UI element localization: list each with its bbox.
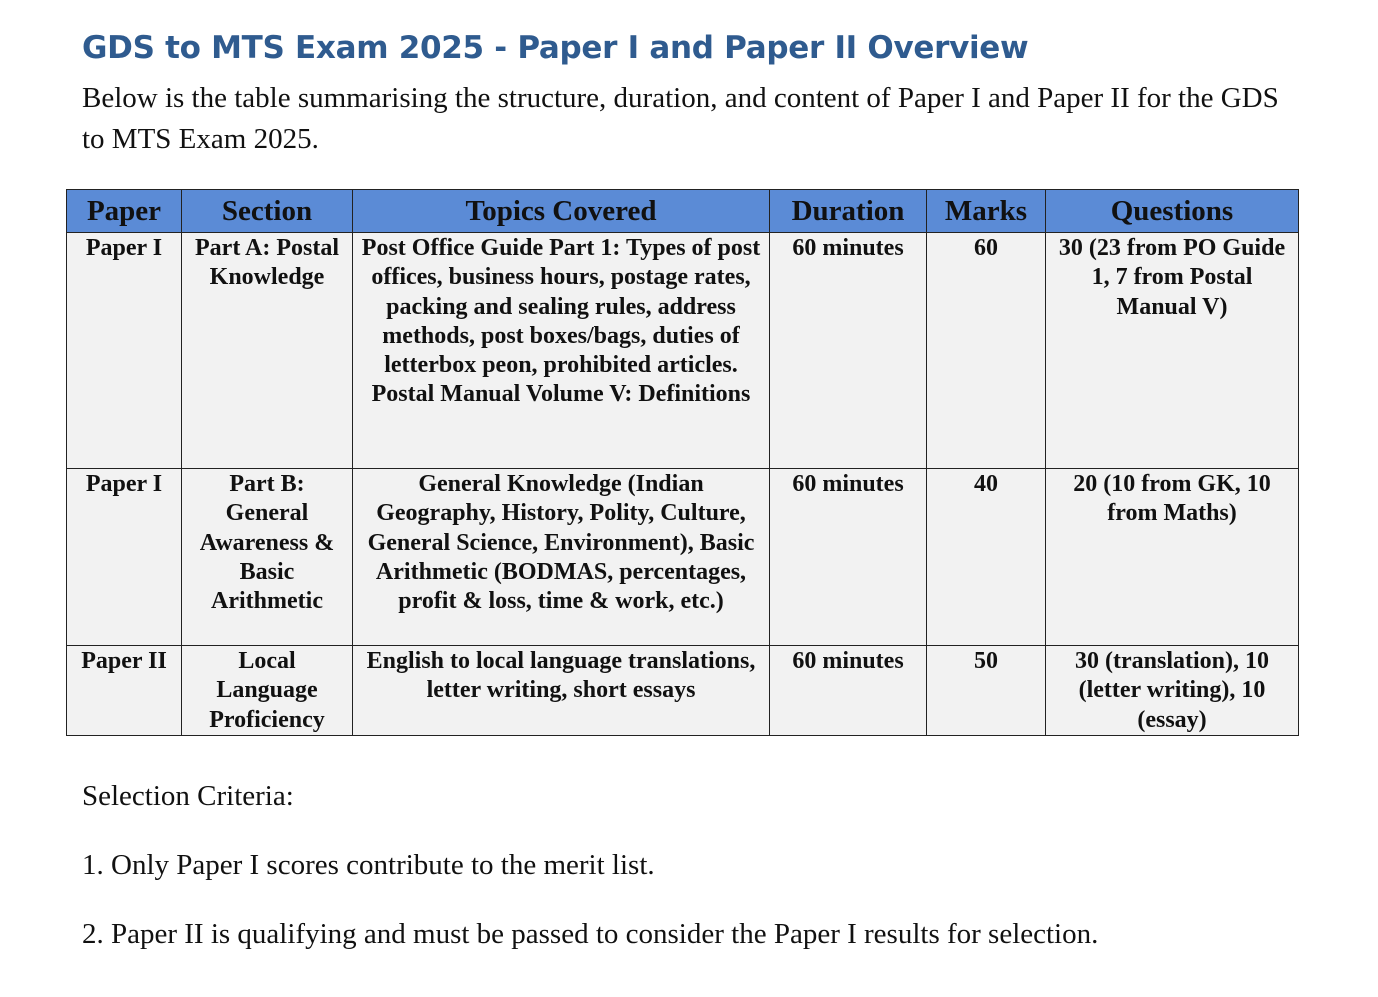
cell-marks: 60 xyxy=(927,233,1046,469)
exam-overview-table xyxy=(66,189,1299,736)
criteria-item: 1. Only Paper I scores contribute to the merit list. xyxy=(82,849,655,881)
cell-topics: General Knowledge (Indian Geography, History, Polity, Culture, General Science, Environment), Basic Arithmetic (BODMAS, percentages, profit & loss, time & work, etc.) xyxy=(353,469,770,646)
header-questions: Questions xyxy=(1046,190,1299,233)
cell-marks: 40 xyxy=(927,469,1046,646)
table-row xyxy=(67,646,1299,736)
cell-section: Part B: General Awareness & Basic Arithmetic xyxy=(182,469,353,646)
header-duration: Duration xyxy=(770,190,927,233)
table-row xyxy=(67,469,1299,646)
cell-questions: 30 (translation), 10 (letter writing), 10 (essay) xyxy=(1046,646,1299,736)
cell-topics: Post Office Guide Part 1: Types of post offices, business hours, postage rates, packing and sealing rules, address methods, post boxes/bags, duties of letterbox peon, prohibited articles. Postal Manual Volume V: Definitions xyxy=(353,233,770,469)
cell-paper: Paper II xyxy=(67,646,182,736)
cell-marks: 50 xyxy=(927,646,1046,736)
selection-criteria-heading: Selection Criteria: xyxy=(82,780,294,812)
header-marks: Marks xyxy=(927,190,1046,233)
cell-paper: Paper I xyxy=(67,233,182,469)
table-header-row xyxy=(67,190,1299,233)
cell-topics: English to local language translations, letter writing, short essays xyxy=(353,646,770,736)
page-title: GDS to MTS Exam 2025 - Paper I and Paper II Overview xyxy=(82,30,1029,66)
cell-questions: 20 (10 from GK, 10 from Maths) xyxy=(1046,469,1299,646)
cell-paper: Paper I xyxy=(67,469,182,646)
table-row xyxy=(67,233,1299,469)
header-paper: Paper xyxy=(67,190,182,233)
criteria-item: 2. Paper II is qualifying and must be passed to consider the Paper I results for selection. xyxy=(82,918,1099,950)
header-section: Section xyxy=(182,190,353,233)
cell-section: Part A: Postal Knowledge xyxy=(182,233,353,469)
cell-duration: 60 minutes xyxy=(770,233,927,469)
cell-questions: 30 (23 from PO Guide 1, 7 from Postal Manual V) xyxy=(1046,233,1299,469)
cell-section: Local Language Proficiency xyxy=(182,646,353,736)
cell-duration: 60 minutes xyxy=(770,646,927,736)
cell-duration: 60 minutes xyxy=(770,469,927,646)
header-topics: Topics Covered xyxy=(353,190,770,233)
intro-paragraph: Below is the table summarising the structure, duration, and content of Paper I and Paper II for the GDS to MTS Exam 2025. xyxy=(82,82,1279,155)
